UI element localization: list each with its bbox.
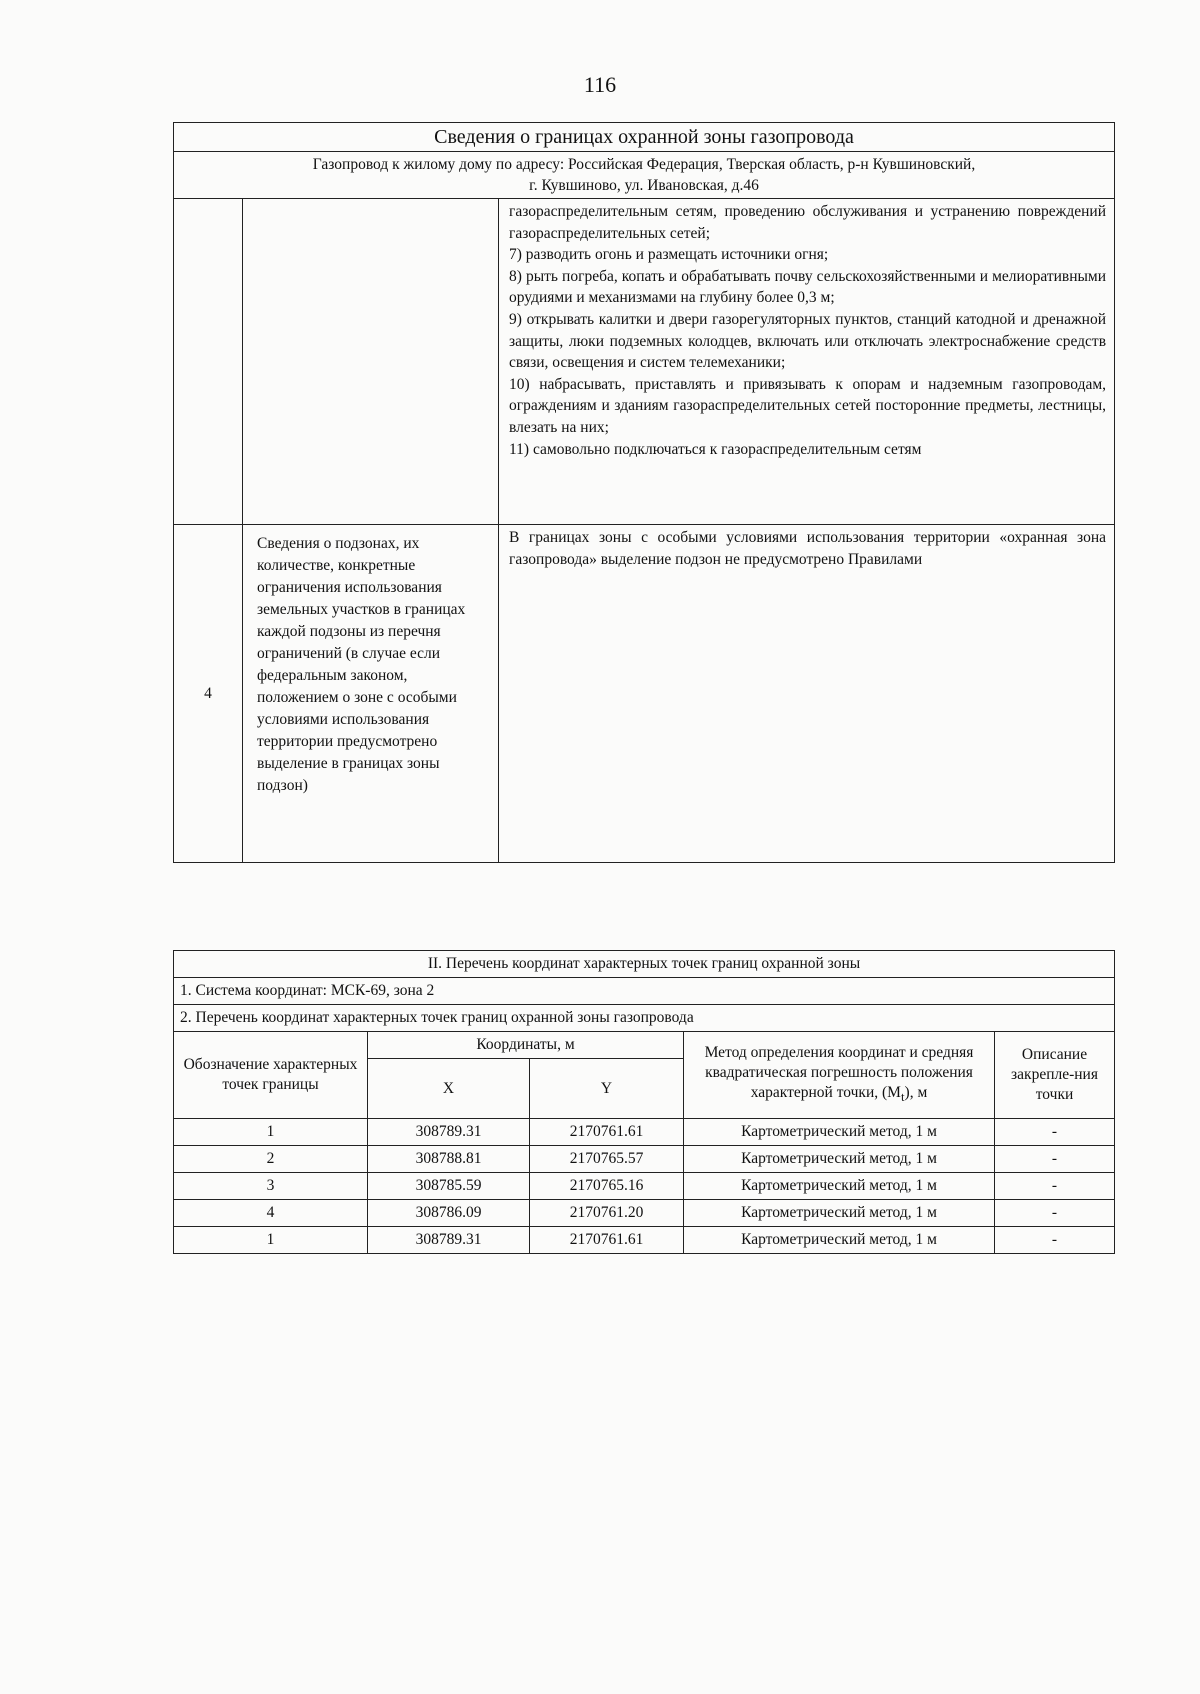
desc-cell: - <box>995 1227 1115 1254</box>
doc-title: Сведения о границах охранной зоны газопровода <box>174 123 1115 152</box>
restriction-item: 11) самовольно подключаться к газораспределительным сетям <box>509 440 922 458</box>
restriction-item: газораспределительным сетям, проведению обслуживания и устранению повреждений газораспределительных сетей; <box>509 203 1107 242</box>
address-line-1: Газопровод к жилому дому по адресу: Российская Федерация, Тверская область, р-н Кувшиновский, <box>312 156 976 173</box>
coord-system-row <box>174 978 1115 1005</box>
header-method-unit: ), м <box>904 1083 928 1101</box>
address-cell <box>174 152 1115 199</box>
title-row <box>174 123 1115 152</box>
table-row <box>174 1200 1115 1227</box>
restriction-item: 8) рыть погреба, копать и обрабатывать почву сельскохозяйственными и мелиоративными орудиями и механизмами на глубину более 0,3 м; <box>509 267 1107 307</box>
empty-label-cell <box>243 199 499 525</box>
header-point: Обозначение характерных точек границы <box>174 1032 368 1119</box>
desc-cell: - <box>995 1200 1115 1227</box>
address-row <box>174 152 1115 199</box>
header-y: Y <box>530 1059 684 1119</box>
method-cell: Картометрический метод, 1 м <box>684 1146 995 1173</box>
restrictions-row <box>174 199 1115 525</box>
subzones-row <box>174 525 1115 863</box>
header-row <box>174 1032 1115 1059</box>
y-cell: 2170761.20 <box>530 1200 684 1227</box>
table-row <box>174 1227 1115 1254</box>
header-method-text: Метод определения координат и средняя квадратическая погрешность положения характерной точки, (M <box>704 1043 974 1101</box>
table-row <box>174 1146 1115 1173</box>
point-cell: 1 <box>174 1227 368 1254</box>
restrictions-cell <box>499 199 1115 525</box>
zone-info-table <box>173 122 1115 863</box>
section-title-row <box>174 951 1115 978</box>
y-cell: 2170761.61 <box>530 1119 684 1146</box>
method-cell: Картометрический метод, 1 м <box>684 1173 995 1200</box>
point-cell: 4 <box>174 1200 368 1227</box>
address-line-2: г. Кувшиново, ул. Ивановская, д.46 <box>529 177 759 194</box>
list-title-row <box>174 1005 1115 1032</box>
header-coords: Координаты, м <box>368 1032 684 1059</box>
header-description: Описание закрепле-ния точки <box>995 1032 1115 1119</box>
desc-cell: - <box>995 1146 1115 1173</box>
restriction-item: 10) набрасывать, приставлять и привязывать к опорам и надземным газопроводам, ограждениям и зданиям газораспределительных сетей посторонние предметы, лестницы, влезать на них; <box>509 375 1107 436</box>
subzones-value: В границах зоны с особыми условиями использования территории «охранная зона газопровода» выделение подзон не предусмотрено Правилами <box>499 525 1115 863</box>
x-cell: 308788.81 <box>368 1146 530 1173</box>
subzones-label: Сведения о подзонах, их количестве, конкретные ограничения использования земельных участков в границах каждой подзоны из перечня ограничений (в случае если федеральным законом, положением о зоне с особыми условиями использования территории предусмотрено выделение в границах зоны подзон) <box>243 525 499 863</box>
x-cell: 308789.31 <box>368 1227 530 1254</box>
x-cell: 308786.09 <box>368 1200 530 1227</box>
method-cell: Картометрический метод, 1 м <box>684 1200 995 1227</box>
coord-system: 1. Система координат: МСК-69, зона 2 <box>174 978 1115 1005</box>
desc-cell: - <box>995 1173 1115 1200</box>
y-cell: 2170761.61 <box>530 1227 684 1254</box>
page-number: 116 <box>583 72 617 97</box>
header-x: X <box>368 1059 530 1119</box>
method-cell: Картометрический метод, 1 м <box>684 1119 995 1146</box>
y-cell: 2170765.57 <box>530 1146 684 1173</box>
empty-number-cell <box>174 199 243 525</box>
point-cell: 3 <box>174 1173 368 1200</box>
x-cell: 308785.59 <box>368 1173 530 1200</box>
row-number: 4 <box>174 525 243 863</box>
coordinates-table <box>173 950 1115 1254</box>
list-title: 2. Перечень координат характерных точек границ охранной зоны газопровода <box>174 1005 1115 1032</box>
restriction-item: 7) разводить огонь и размещать источники огня; <box>509 246 829 264</box>
method-cell: Картометрический метод, 1 м <box>684 1227 995 1254</box>
section-title: II. Перечень координат характерных точек границ охранной зоны <box>174 951 1115 978</box>
point-cell: 1 <box>174 1119 368 1146</box>
y-cell: 2170765.16 <box>530 1173 684 1200</box>
table-row <box>174 1119 1115 1146</box>
header-method <box>684 1032 995 1119</box>
point-cell: 2 <box>174 1146 368 1173</box>
table-row <box>174 1173 1115 1200</box>
desc-cell: - <box>995 1119 1115 1146</box>
header-method-subscript: t <box>900 1089 905 1105</box>
x-cell: 308789.31 <box>368 1119 530 1146</box>
restriction-item: 9) открывать калитки и двери газорегуляторных пунктов, станций катодной и дренажной защиты, люки подземных колодцев, включать или отключать электроснабжение средств связи, освещения и систем телемеханики; <box>509 310 1107 372</box>
